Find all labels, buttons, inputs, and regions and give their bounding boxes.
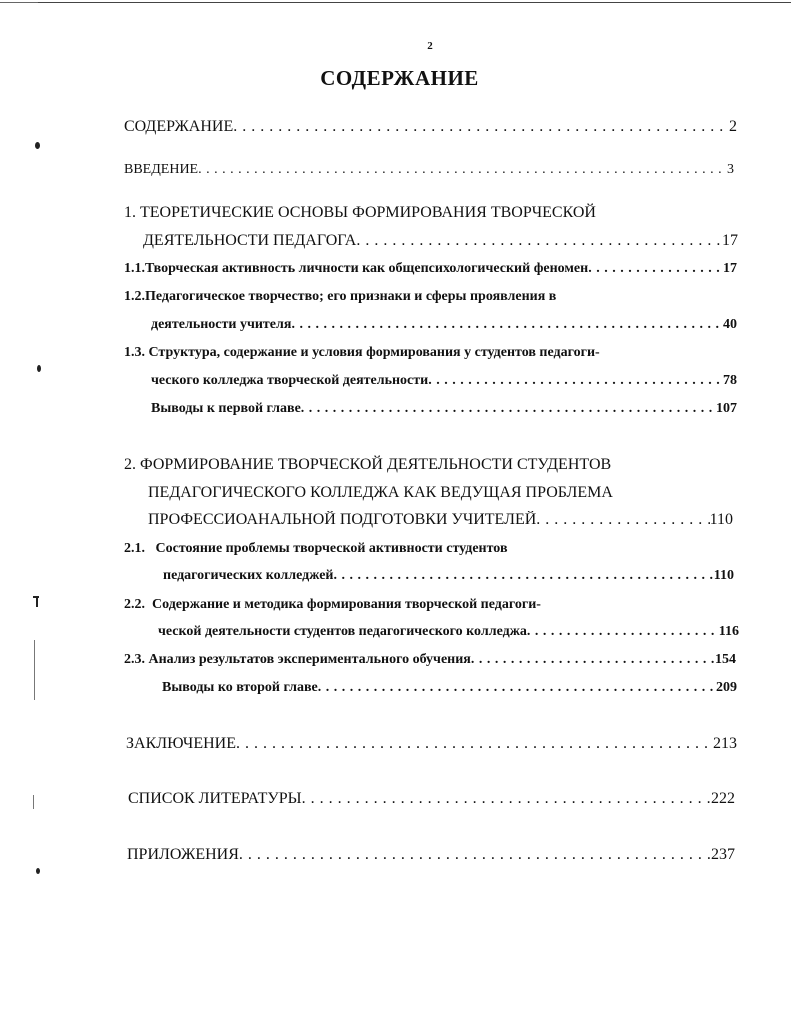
toc-entry-page: 17 — [722, 232, 738, 249]
toc-section-1-3-line1: 1.3. Структура, содержание и условия формирования у студентов педагоги- — [124, 345, 600, 360]
toc-entry-page: 17 — [723, 261, 737, 276]
toc-chapter2-line2: ПЕДАГОГИЧЕСКОГО КОЛЛЕДЖА КАК ВЕДУЩАЯ ПРОБЛЕМА — [148, 484, 613, 501]
dot-leader — [527, 624, 719, 640]
dot-leader — [302, 790, 711, 808]
toc-entry-chapter2[interactable] — [148, 511, 733, 529]
toc-entry-page: 213 — [713, 735, 737, 752]
dot-leader — [236, 735, 713, 753]
toc-entry-page: 78 — [723, 373, 737, 388]
toc-entry-text: СПИСОК ЛИТЕРАТУРЫ — [128, 790, 302, 807]
toc-entry-1-1[interactable] — [124, 261, 737, 277]
toc-entry-text: педагогических колледжей — [163, 568, 334, 583]
toc-entry-page: 110 — [709, 511, 733, 528]
toc-entry-page: 154 — [715, 652, 736, 667]
toc-entry-appendix[interactable] — [127, 846, 735, 864]
page-number: 2 — [427, 40, 433, 52]
scan-edge-line-left — [0, 2, 40, 3]
toc-entry-intro[interactable] — [124, 162, 734, 178]
toc-entry-page: 209 — [716, 680, 737, 695]
toc-entry-page: 107 — [716, 401, 737, 416]
toc-entry-conclusion[interactable] — [126, 735, 737, 753]
toc-entry-page: 237 — [711, 846, 735, 863]
toc-entry-1-2[interactable] — [151, 317, 737, 333]
toc-entry-text: Выводы ко второй главе — [162, 680, 318, 695]
toc-entry-text: ДЕЯТЕЛЬНОСТИ ПЕДАГОГА — [143, 232, 357, 249]
dot-leader — [318, 680, 716, 696]
toc-entry-text: ческого колледжа творческой деятельности — [151, 373, 429, 388]
scan-line — [34, 640, 35, 700]
dot-leader — [588, 261, 723, 277]
scan-dot — [37, 365, 41, 372]
toc-entry-page: 116 — [718, 624, 739, 639]
dot-leader — [239, 846, 711, 864]
toc-section-2-1-line1: 2.1. Состояние проблемы творческой активности студентов — [124, 541, 508, 556]
toc-entry-text: Выводы к первой главе — [151, 401, 301, 416]
toc-entry-1-3[interactable] — [151, 373, 737, 389]
toc-entry-page: 40 — [723, 317, 737, 332]
dot-leader — [356, 232, 722, 250]
toc-entry-conclusions-2[interactable] — [162, 680, 737, 696]
dot-leader — [198, 162, 727, 178]
scan-dot — [35, 142, 40, 149]
toc-entry-text: СОДЕРЖАНИЕ — [124, 118, 234, 135]
toc-entry-text: ПРОФЕССИОАНАЛЬНОЙ ПОДГОТОВКИ УЧИТЕЛЕЙ — [148, 511, 537, 528]
toc-entry-text: 1.1.Творческая активность личности как общепсихологический феномен — [124, 261, 589, 276]
toc-entry-contents[interactable] — [124, 118, 737, 136]
dot-leader — [291, 317, 723, 333]
toc-chapter1-line1: 1. ТЕОРЕТИЧЕСКИЕ ОСНОВЫ ФОРМИРОВАНИЯ ТВОРЧЕСКОЙ — [124, 204, 596, 221]
toc-section-2-2-line1: 2.2. Содержание и методика формирования творческой педагоги- — [124, 597, 541, 612]
scan-edge-line — [38, 2, 791, 3]
scan-mark — [36, 598, 38, 607]
toc-entry-text: ческой деятельности студентов педагогического колледжа — [158, 624, 527, 639]
toc-entry-page: 2 — [729, 118, 737, 135]
dot-leader — [233, 118, 729, 136]
toc-entry-chapter1[interactable] — [143, 232, 738, 250]
toc-entry-page: 110 — [713, 568, 734, 583]
toc-entry-conclusions-1[interactable] — [151, 401, 737, 417]
dot-leader — [301, 401, 716, 417]
toc-section-1-2-line1: 1.2.Педагогическое творчество; его признаки и сферы проявления в — [124, 289, 557, 304]
scan-dot — [36, 868, 40, 874]
toc-chapter2-line1: 2. ФОРМИРОВАНИЕ ТВОРЧЕСКОЙ ДЕЯТЕЛЬНОСТИ СТУДЕНТОВ — [124, 456, 612, 473]
dot-leader — [471, 652, 715, 668]
toc-entry-text: 2.3. Анализ результатов экспериментального обучения — [124, 652, 471, 667]
toc-entry-page: 3 — [727, 162, 734, 177]
toc-entry-text: ВВЕДЕНИЕ — [124, 162, 199, 177]
toc-entry-references[interactable] — [128, 790, 735, 808]
dot-leader — [334, 568, 714, 584]
page-title: СОДЕРЖАНИЕ — [320, 66, 479, 90]
toc-entry-2-3[interactable] — [124, 652, 736, 668]
scan-line — [33, 795, 34, 809]
toc-entry-text: ЗАКЛЮЧЕНИЕ — [126, 735, 236, 752]
dot-leader — [536, 511, 709, 529]
toc-entry-text: ПРИЛОЖЕНИЯ — [127, 846, 239, 863]
toc-entry-2-2[interactable] — [158, 624, 739, 640]
dot-leader — [428, 373, 723, 389]
toc-entry-2-1[interactable] — [163, 568, 734, 584]
toc-entry-page: 222 — [711, 790, 735, 807]
toc-entry-text: деятельности учителя — [151, 317, 292, 332]
